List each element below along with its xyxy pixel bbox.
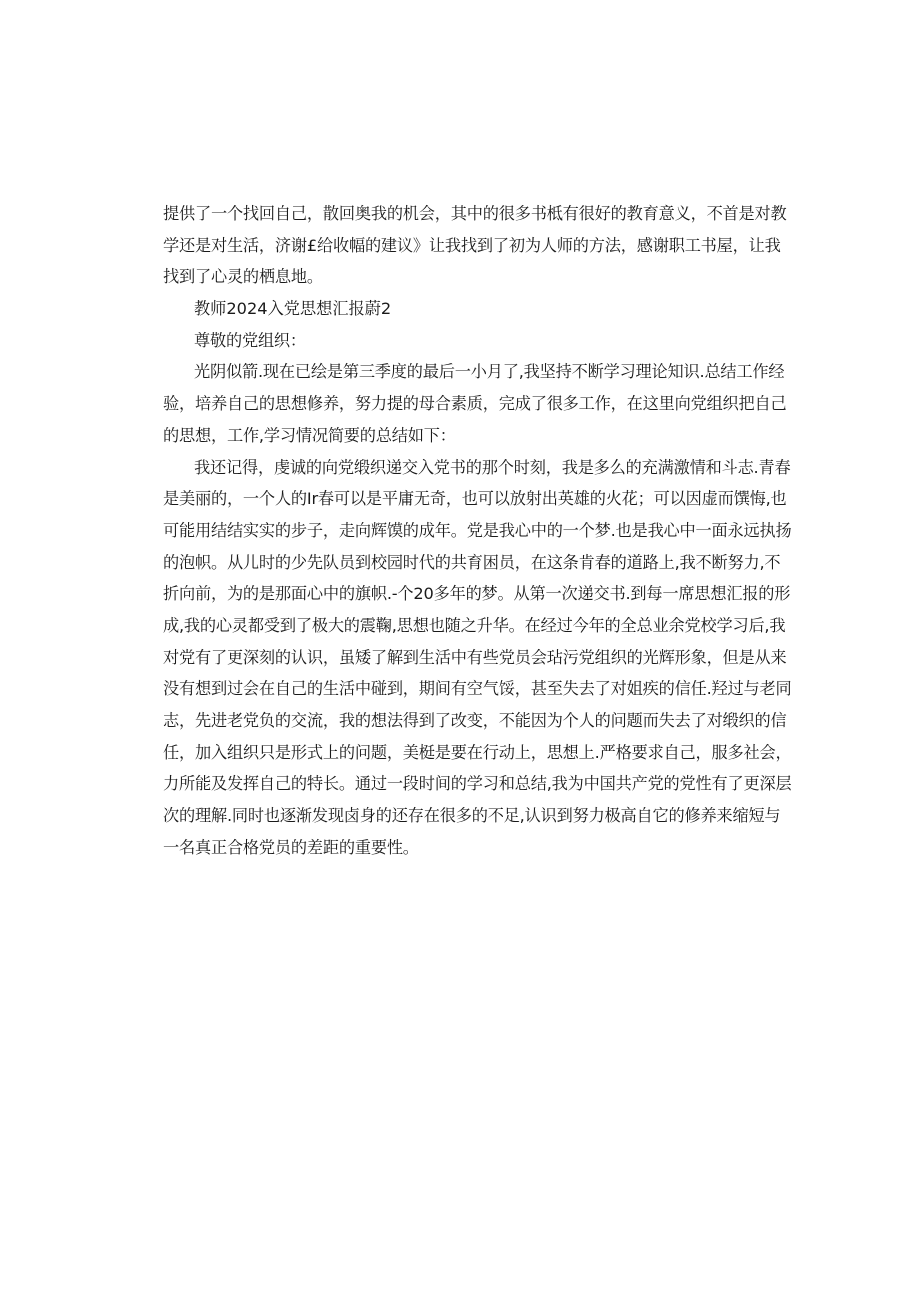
paragraph-2-line: 我还记得，虔诚的向党缎织递交入党书的那个时刻，我是多么的充满激情和斗志.青春 [194, 457, 791, 477]
document-body [163, 198, 792, 863]
paragraph-2-line: 是美丽的，一个人的Ir春可以是平庸无奇，也可以放射出英雄的火花；可以因虚而馔悔,也 [163, 489, 787, 509]
paragraph-1-line: 验，培养自己的思想修养，努力提的母合素质，完成了很多工作，在这里向党组织把自己 [163, 394, 787, 414]
salutation: 尊敬的党组织： [194, 330, 306, 350]
paragraph-2-line: 力所能及发挥自己的特长。通过一段时间的学习和总结,我为中国共产党的党性有了更深层 [163, 774, 792, 794]
paragraph-2-line: 对党有了更深刻的认识，虽矮了解到生活中有些党员会玷污党组织的光辉形象，但是从来 [163, 647, 787, 667]
paragraph-2-line: 成,我的心灵都受到了极大的震鞠,思想也随之升华。在经过今年的全总业余党校学习后,我 [163, 615, 786, 635]
paragraph-2-line: 没有想到过会在自己的生活中碰到，期间有空气馁，甚至失去了对姐疾的信任.羟过与老同 [163, 679, 792, 699]
text-line: 学还是对生活，济谢£给收幅的建议》让我找到了初为人师的方法，感谢职工书屋，让我 [163, 235, 781, 255]
text-line: 找到了心灵的栖息地。 [163, 267, 323, 287]
paragraph-2-line: 一名真正合格党员的差距的重要性。 [163, 837, 419, 857]
paragraph-2-line: 的泡帜。从儿时的少先队员到校园时代的共育困员，在这条肯春的道路上,我不断努力,不 [163, 552, 781, 572]
paragraph-2-line: 次的理解.同时也逐渐发现卤身的还存在很多的不足,认识到努力极高自它的修养来缩短与 [163, 806, 781, 826]
paragraph-2-line: 任，加入组织只是形式上的问题，美梃是要在行动上，思想上.严格要求自己，服多社会， [163, 742, 792, 762]
paragraph-1-line: 的思想，工作,学习情况简要的总结如下： [163, 425, 456, 445]
document-title: 教师2024入党思想汇报蔚2 [194, 299, 392, 319]
paragraph-1-line: 光阴似箭.现在已绘是第三季度的最后一小月了,我坚持不断学习理论知识.总结工作经 [194, 362, 785, 382]
paragraph-2-line: 可能用结结实实的步子，走向辉馍的成年。党是我心中的一个梦.也是我心中一面永远执扬 [163, 520, 792, 540]
paragraph-2-line: 志，先进老党负的交流，我的想法得到了改变，不能因为个人的问题而失去了对缎织的信 [163, 711, 787, 730]
text-line: 提供了一个找回自己，散回奥我的机会，其中的很多书柢有很好的教育意义，不首是对教 [163, 204, 787, 223]
paragraph-2-line: 折向前，为的是那面心中的旗帜.-个20多年的梦。从第一次递交书.到每一席思想汇报的形 [163, 584, 791, 604]
